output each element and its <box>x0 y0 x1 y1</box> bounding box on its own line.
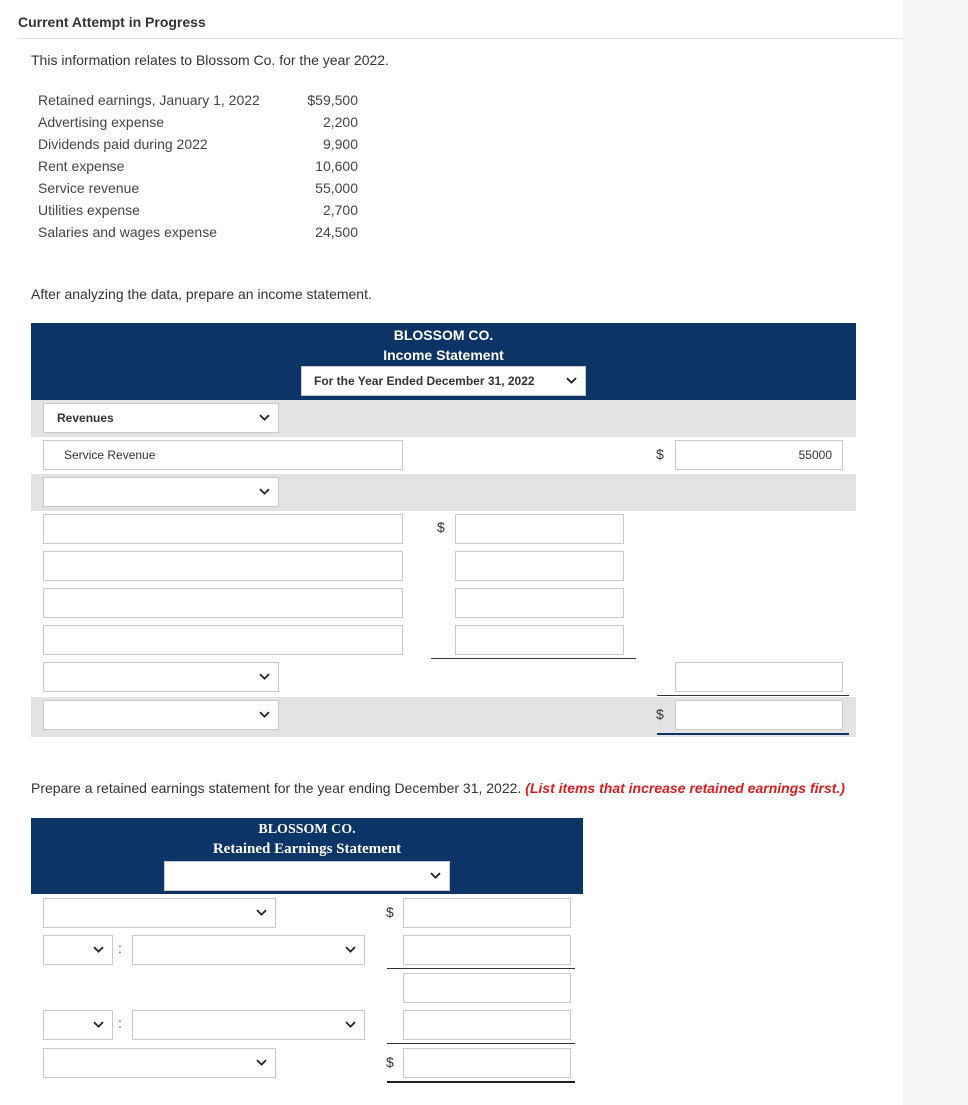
expense-label-input[interactable] <box>43 625 403 655</box>
chevron-down-icon <box>345 946 356 953</box>
net-income-input[interactable] <box>675 700 843 730</box>
chevron-down-icon <box>256 1059 267 1066</box>
service-revenue-amount-input[interactable] <box>675 440 843 470</box>
chevron-down-icon <box>259 414 270 421</box>
re-period-select[interactable] <box>164 861 450 891</box>
re-item-select[interactable] <box>132 1010 365 1040</box>
service-revenue-label-input[interactable] <box>43 440 403 470</box>
service-revenue-amount: 55000 <box>798 448 832 462</box>
chevron-down-icon <box>259 673 270 680</box>
subtotal-rule <box>387 1043 575 1044</box>
chevron-down-icon <box>430 872 441 879</box>
re-beginning-input[interactable] <box>403 898 571 928</box>
re-subtotal-input[interactable] <box>403 973 571 1003</box>
data-row <box>38 158 358 180</box>
currency-sign: $ <box>386 904 394 920</box>
data-row <box>38 202 358 224</box>
data-label: Advertising expense <box>38 114 165 130</box>
re-ending-input[interactable] <box>403 1048 571 1078</box>
net-income-select[interactable] <box>43 700 279 730</box>
expense-amount-input[interactable] <box>455 514 624 544</box>
revenues-select[interactable] <box>43 403 279 433</box>
currency-sign: $ <box>656 446 664 462</box>
re-ending-select[interactable] <box>43 1048 276 1078</box>
re-item-input[interactable] <box>403 1010 571 1040</box>
period-select[interactable] <box>301 366 586 396</box>
double-rule <box>657 733 849 735</box>
re-add-less-select[interactable] <box>43 935 113 965</box>
instruction-note: (List items that increase retained earnings first.) <box>525 780 845 796</box>
colon-separator: : <box>118 1015 122 1031</box>
data-value: 2,200 <box>322 114 358 130</box>
total-expenses-select[interactable] <box>43 662 279 692</box>
re-item-input[interactable] <box>403 935 571 965</box>
data-value: 9,900 <box>322 136 358 152</box>
total-expenses-input[interactable] <box>675 662 843 692</box>
data-label: Service revenue <box>38 180 140 196</box>
re-item-select[interactable] <box>132 935 365 965</box>
data-value: 24,500 <box>315 224 358 240</box>
data-row <box>38 224 358 246</box>
currency-sign: $ <box>656 706 664 722</box>
chevron-down-icon <box>93 1021 104 1028</box>
data-value: 2,700 <box>322 202 358 218</box>
data-value: 55,000 <box>315 180 358 196</box>
data-row <box>38 136 358 158</box>
data-row <box>38 180 358 202</box>
header-divider <box>18 38 902 39</box>
re-beginning-select[interactable] <box>43 898 276 928</box>
expense-label-input[interactable] <box>43 588 403 618</box>
currency-sign: $ <box>386 1054 394 1070</box>
expense-label-input[interactable] <box>43 514 403 544</box>
data-label: Utilities expense <box>38 202 140 218</box>
chevron-down-icon <box>566 377 577 384</box>
expenses-header-select[interactable] <box>43 477 279 507</box>
expense-label-input[interactable] <box>43 551 403 581</box>
company-name: BLOSSOM CO. <box>393 327 494 343</box>
subtotal-rule <box>387 968 575 969</box>
chevron-down-icon <box>256 909 267 916</box>
colon-separator: : <box>118 940 122 956</box>
data-label: Salaries and wages expense <box>38 224 218 240</box>
instruction-text: Prepare a retained earnings statement for the year ending December 31, 2022. <box>31 780 526 796</box>
data-label: Dividends paid during 2022 <box>38 136 208 152</box>
chevron-down-icon <box>259 488 270 495</box>
company-name: BLOSSOM CO. <box>258 822 356 837</box>
attempt-title: Current Attempt in Progress <box>18 14 206 30</box>
currency-sign: $ <box>437 519 445 535</box>
data-label: Retained earnings, January 1, 2022 <box>38 92 260 108</box>
intro-text: This information relates to Blossom Co. for the year 2022. <box>31 52 389 68</box>
data-value: 10,600 <box>315 158 358 174</box>
chevron-down-icon <box>259 711 270 718</box>
expense-amount-input[interactable] <box>455 625 624 655</box>
chevron-down-icon <box>93 946 104 953</box>
after-text: After analyzing the data, prepare an income statement. <box>31 286 372 302</box>
expense-amount-input[interactable] <box>455 551 624 581</box>
double-rule <box>387 1081 575 1083</box>
expense-amount-input[interactable] <box>455 588 624 618</box>
retained-earnings-instruction <box>31 780 845 796</box>
data-row <box>38 92 358 114</box>
given-data-table <box>38 92 358 246</box>
re-add-less-select[interactable] <box>43 1010 113 1040</box>
chevron-down-icon <box>345 1021 356 1028</box>
total-rule <box>657 695 849 696</box>
data-value: $59,500 <box>307 92 358 108</box>
period-select-value: For the Year Ended December 31, 2022 <box>314 374 535 388</box>
statement-title: Retained Earnings Statement <box>212 841 402 857</box>
statement-title: Income Statement <box>383 347 504 363</box>
service-revenue-label: Service Revenue <box>64 448 156 462</box>
subtotal-rule <box>431 658 636 659</box>
data-label: Rent expense <box>38 158 125 174</box>
data-row <box>38 114 358 136</box>
revenues-select-value: Revenues <box>57 411 114 425</box>
